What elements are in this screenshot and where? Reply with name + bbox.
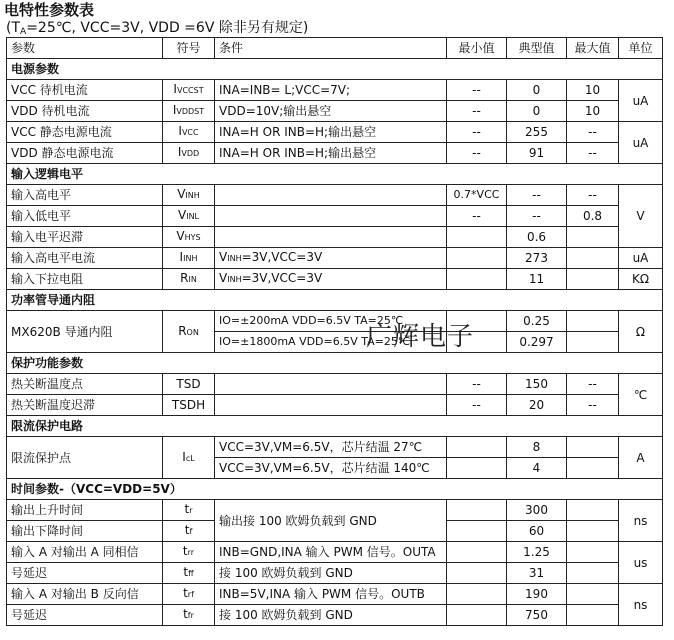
param-cell: VDD 待机电流 xyxy=(7,101,163,122)
typ-cell: 91 xyxy=(507,143,567,164)
unit-cell: ns xyxy=(619,584,663,626)
max-cell xyxy=(567,542,619,563)
symbol-cell: TSD xyxy=(163,374,215,395)
section-title: 电源参数 xyxy=(7,59,663,80)
section-row xyxy=(7,164,663,185)
condition-cell: IO=±200mA VDD=6.5V TA=25℃ xyxy=(215,311,447,332)
min-cell: -- xyxy=(447,206,507,227)
typ-cell: 273 xyxy=(507,248,567,269)
max-cell: -- xyxy=(567,374,619,395)
symbol-cell: IINH xyxy=(163,248,215,269)
typ-cell: 4 xyxy=(507,458,567,479)
typ-cell: 0.297 xyxy=(507,332,567,353)
min-cell: -- xyxy=(447,374,507,395)
symbol-cell: trf xyxy=(163,584,215,605)
max-cell xyxy=(567,437,619,458)
symbol-cell: IVDD xyxy=(163,143,215,164)
typ-cell: 255 xyxy=(507,122,567,143)
symbol-cell: TSDH xyxy=(163,395,215,416)
table-row xyxy=(7,584,663,605)
typ-cell: 8 xyxy=(507,437,567,458)
section-title: 功率管导通内阻 xyxy=(7,290,663,311)
min-cell xyxy=(447,311,507,332)
typ-cell: 20 xyxy=(507,395,567,416)
table-row xyxy=(7,605,663,626)
symbol-cell: tfr xyxy=(163,605,215,626)
table-row xyxy=(7,542,663,563)
symbol-cell: RON xyxy=(163,311,215,353)
typ-cell: -- xyxy=(507,206,567,227)
symbol-cell: VINH xyxy=(163,185,215,206)
symbol-cell: trr xyxy=(163,542,215,563)
max-cell xyxy=(567,248,619,269)
max-cell xyxy=(567,458,619,479)
condition-cell xyxy=(215,395,447,416)
condition-cell: VINH=3V,VCC=3V xyxy=(215,269,447,290)
page-title: 电特性参数表 xyxy=(4,1,95,19)
unit-cell: ℃ xyxy=(619,374,663,416)
min-cell xyxy=(447,248,507,269)
min-cell: -- xyxy=(447,80,507,101)
param-cell: 号延迟 xyxy=(7,605,163,626)
section-title: 时间参数-（VCC=VDD=5V） xyxy=(7,479,663,500)
param-cell: 输入高电平 xyxy=(7,185,163,206)
typ-cell: -- xyxy=(507,185,567,206)
condition-cell: 输出接 100 欧姆负载到 GND xyxy=(215,500,447,542)
symbol-cell: VHYS xyxy=(163,227,215,248)
unit-cell: uA xyxy=(619,248,663,269)
condition-cell: VCC=3V,VM=6.5V，芯片结温 140℃ xyxy=(215,458,447,479)
unit-cell: KΩ xyxy=(619,269,663,290)
table-row xyxy=(7,143,663,164)
condition-cell xyxy=(215,227,447,248)
condition-cell: INA=INB= L;VCC=7V; xyxy=(215,80,447,101)
symbol-cell: RIN xyxy=(163,269,215,290)
min-cell xyxy=(447,458,507,479)
param-cell: 输出上升时间 xyxy=(7,500,163,521)
condition-cell: INB=5V,INA 输入 PWM 信号。OUTB xyxy=(215,584,447,605)
param-cell: 热关断温度点 xyxy=(7,374,163,395)
max-cell: -- xyxy=(567,143,619,164)
header-symbol: 符号 xyxy=(163,38,215,59)
section-title: 输入逻辑电平 xyxy=(7,164,663,185)
table-row xyxy=(7,311,663,332)
table-row xyxy=(7,122,663,143)
unit-cell: uA xyxy=(619,122,663,164)
section-title: 保护功能参数 xyxy=(7,353,663,374)
header-typ: 典型值 xyxy=(507,38,567,59)
condition-cell: 接 100 欧姆负载到 GND xyxy=(215,605,447,626)
min-cell: -- xyxy=(447,101,507,122)
section-row xyxy=(7,416,663,437)
param-cell: 输入 A 对输出 A 同相信 xyxy=(7,542,163,563)
max-cell xyxy=(567,311,619,332)
watermark: 广辉电子 xyxy=(366,322,475,352)
condition-cell: INA=H OR INB=H;输出悬空 xyxy=(215,143,447,164)
max-cell: -- xyxy=(567,395,619,416)
table-row xyxy=(7,395,663,416)
max-cell xyxy=(567,500,619,521)
max-cell xyxy=(567,563,619,584)
param-cell: VDD 静态电源电流 xyxy=(7,143,163,164)
symbol-cell: tff xyxy=(163,563,215,584)
section-row xyxy=(7,290,663,311)
header-max: 最大值 xyxy=(567,38,619,59)
param-cell: 热关断温度迟滞 xyxy=(7,395,163,416)
unit-cell: V xyxy=(619,185,663,248)
table-row xyxy=(7,101,663,122)
max-cell xyxy=(567,332,619,353)
param-cell: 号延迟 xyxy=(7,563,163,584)
table-row xyxy=(7,206,663,227)
min-cell xyxy=(447,500,507,521)
param-cell: 限流保护点 xyxy=(7,437,163,479)
param-cell: MX620B 导通内阻 xyxy=(7,311,163,353)
electrical-characteristics-table xyxy=(6,37,663,626)
section-title: 限流保护电路 xyxy=(7,416,663,437)
condition-cell xyxy=(215,185,447,206)
min-cell xyxy=(447,521,507,542)
min-cell xyxy=(447,437,507,458)
min-cell xyxy=(447,563,507,584)
min-cell xyxy=(447,332,507,353)
table-row xyxy=(7,374,663,395)
typ-cell: 0.25 xyxy=(507,311,567,332)
max-cell: -- xyxy=(567,185,619,206)
condition-cell: VCC=3V,VM=6.5V，芯片结温 27℃ xyxy=(215,437,447,458)
table-row xyxy=(7,563,663,584)
param-cell: 输出下降时间 xyxy=(7,521,163,542)
condition-cell xyxy=(215,374,447,395)
table-row xyxy=(7,227,663,248)
symbol-cell: IVCCST xyxy=(163,80,215,101)
max-cell xyxy=(567,269,619,290)
unit-cell: A xyxy=(619,437,663,479)
max-cell xyxy=(567,605,619,626)
min-cell: -- xyxy=(447,143,507,164)
param-cell: 输入下拉电阻 xyxy=(7,269,163,290)
condition-cell: INA=H OR INB=H;输出悬空 xyxy=(215,122,447,143)
table-row xyxy=(7,500,663,521)
table-row xyxy=(7,248,663,269)
max-cell: 0.8 xyxy=(567,206,619,227)
header-param: 参数 xyxy=(7,38,163,59)
table-row xyxy=(7,80,663,101)
max-cell xyxy=(567,521,619,542)
symbol-cell: IcL xyxy=(163,437,215,479)
param-cell: 输入电平迟滞 xyxy=(7,227,163,248)
typ-cell: 31 xyxy=(507,563,567,584)
section-row xyxy=(7,353,663,374)
min-cell xyxy=(447,269,507,290)
typ-cell: 11 xyxy=(507,269,567,290)
symbol-cell: IVCC xyxy=(163,122,215,143)
param-cell: 输入高电平电流 xyxy=(7,248,163,269)
symbol-cell: VINL xyxy=(163,206,215,227)
section-row xyxy=(7,479,663,500)
max-cell: -- xyxy=(567,122,619,143)
conditions-note: ($T_A=25℃$, VCC=3V, VDD =6V 除非另有规定) xyxy=(6,20,309,37)
condition-cell: IO=±1800mA VDD=6.5V TA=25℃ xyxy=(215,332,447,353)
symbol-cell: tr xyxy=(163,500,215,521)
condition-cell: VDD=10V;输出悬空 xyxy=(215,101,447,122)
unit-cell: uA xyxy=(619,80,663,122)
symbol-cell: IVDDST xyxy=(163,101,215,122)
typ-cell: 190 xyxy=(507,584,567,605)
table-row xyxy=(7,437,663,458)
max-cell: 10 xyxy=(567,80,619,101)
header-min: 最小值 xyxy=(447,38,507,59)
max-cell xyxy=(567,584,619,605)
table-row xyxy=(7,185,663,206)
max-cell: 10 xyxy=(567,101,619,122)
typ-cell: 0 xyxy=(507,80,567,101)
min-cell xyxy=(447,227,507,248)
typ-cell: 0 xyxy=(507,101,567,122)
min-cell xyxy=(447,605,507,626)
min-cell: -- xyxy=(447,122,507,143)
table-header-row xyxy=(7,38,663,59)
min-cell: 0.7*VCC xyxy=(447,185,507,206)
typ-cell: 1.25 xyxy=(507,542,567,563)
table-row xyxy=(7,269,663,290)
param-cell: 输入 A 对输出 B 反向信 xyxy=(7,584,163,605)
min-cell: -- xyxy=(447,395,507,416)
max-cell xyxy=(567,227,619,248)
typ-cell: 60 xyxy=(507,521,567,542)
unit-cell: Ω xyxy=(619,311,663,353)
condition-cell: VINH=3V,VCC=3V xyxy=(215,248,447,269)
unit-cell: us xyxy=(619,542,663,584)
condition-cell xyxy=(215,206,447,227)
typ-cell: 300 xyxy=(507,500,567,521)
symbol-cell: tf xyxy=(163,521,215,542)
header-unit: 单位 xyxy=(619,38,663,59)
header-condition: 条件 xyxy=(215,38,447,59)
condition-cell: 接 100 欧姆负载到 GND xyxy=(215,563,447,584)
param-cell: 输入低电平 xyxy=(7,206,163,227)
section-row xyxy=(7,59,663,80)
typ-cell: 0.6 xyxy=(507,227,567,248)
typ-cell: 150 xyxy=(507,374,567,395)
typ-cell: 750 xyxy=(507,605,567,626)
param-cell: VCC 静态电源电流 xyxy=(7,122,163,143)
min-cell xyxy=(447,542,507,563)
min-cell xyxy=(447,584,507,605)
param-cell: VCC 待机电流 xyxy=(7,80,163,101)
condition-cell: INB=GND,INA 输入 PWM 信号。OUTA xyxy=(215,542,447,563)
unit-cell: ns xyxy=(619,500,663,542)
